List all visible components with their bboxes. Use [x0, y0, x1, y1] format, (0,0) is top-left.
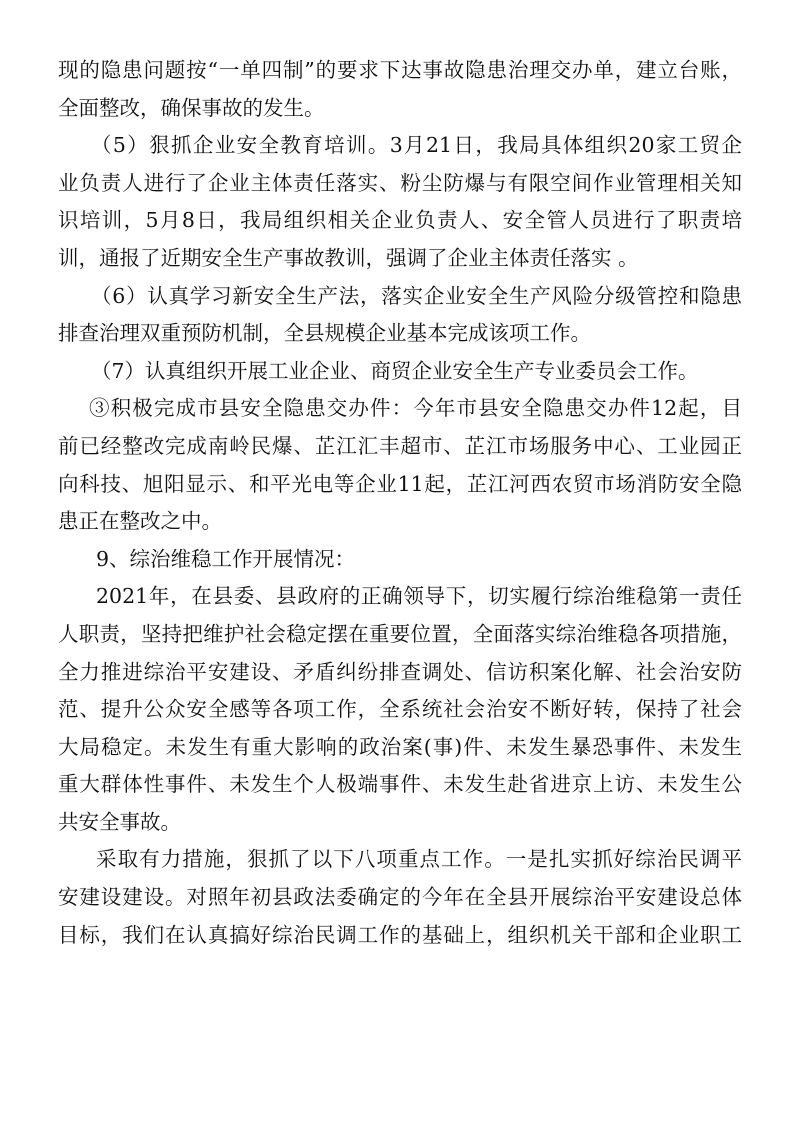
text-line: 全力推进综治平安建设、矛盾纠纷排查调处、信访积案化解、社会治安防	[58, 659, 742, 684]
document-body	[58, 52, 742, 954]
text-line: 2021年，在县委、县政府的正确领导下，切实履行综治维稳第一责任	[96, 584, 742, 609]
text-line: 范、提升公众安全感等各项工作，全系统社会治安不断好转，保持了社会	[58, 697, 742, 722]
text-line: 9、综治维稳工作开展情况：	[96, 546, 356, 571]
paragraph-item-5	[58, 127, 742, 277]
text-line: 排查治理双重预防机制，全县规模企业基本完成该项工作。	[58, 321, 591, 346]
text-line: 识培训，5月8日，我局组织相关企业负责人、安全管人员进行了职责培	[58, 208, 742, 233]
text-line: 安建设建设。对照年初县政法委确定的今年在全县开展综治平安建设总体	[58, 885, 742, 910]
text-line: 共安全事故。	[58, 809, 181, 834]
text-line: 患正在整改之中。	[58, 509, 222, 534]
text-line: 训，通报了近期安全生产事故教训，强调了企业主体责任落实 。	[58, 245, 639, 270]
text-line: 目标，我们在认真搞好综治民调工作的基础上，组织机关干部和企业职工	[58, 922, 742, 947]
text-line: 人职责，坚持把维护社会稳定摆在重要位置，全面落实综治维稳各项措施，	[58, 621, 742, 646]
paragraph-measures	[58, 841, 742, 954]
text-line: ③积极完成市县安全隐患交办件：今年市县安全隐患交办件12起，目	[89, 396, 742, 421]
text-line: 重大群体性事件、未发生个人极端事件、未发生赴省进京上访、未发生公	[58, 772, 742, 797]
text-line: 现的隐患问题按“一单四制”的要求下达事故隐患治理交办单，建立台账，	[58, 58, 742, 82]
text-line: （7）认真组织开展工业企业、商贸企业安全生产专业委员会工作。	[91, 358, 699, 383]
text-line: （5）狠抓企业安全教育培训。3月21日，我局具体组织20家工贸企	[91, 133, 742, 158]
paragraph-2021	[58, 578, 742, 841]
paragraph-continuation	[58, 52, 742, 127]
paragraph-item-7	[58, 353, 742, 391]
text-line: 全面整改，确保事故的发生。	[58, 95, 325, 120]
text-line: 业负责人进行了企业主体责任落实、粉尘防爆与有限空间作业管理相关知	[58, 170, 742, 195]
text-line: 前已经整改完成南岭民爆、芷江汇丰超市、芷江市场服务中心、工业园正	[58, 433, 742, 458]
text-line: 向科技、旭阳显示、和平光电等企业11起，芷江河西农贸市场消防安全隐	[58, 471, 742, 496]
text-line: （6）认真学习新安全生产法，落实企业安全生产风险分级管控和隐患	[91, 283, 742, 308]
paragraph-item-6	[58, 278, 742, 353]
section-heading-9	[58, 541, 742, 579]
text-line: 采取有力措施，狠抓了以下八项重点工作。一是扎实抓好综治民调平	[96, 847, 742, 872]
paragraph-item-circled-3	[58, 390, 742, 540]
text-line: 大局稳定。未发生有重大影响的政治案(事)件、未发生暴恐事件、未发生	[58, 734, 742, 759]
